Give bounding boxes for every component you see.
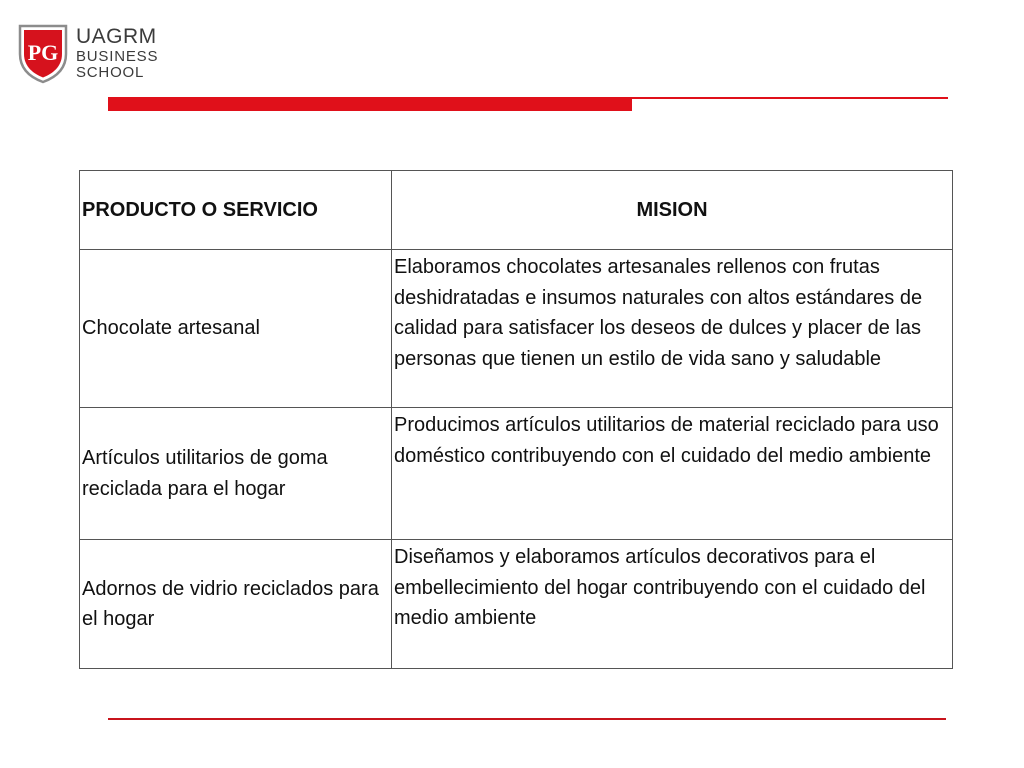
logo-line-uagrm: UAGRM: [76, 25, 157, 48]
mission-cell: Diseñamos y elaboramos artículos decorativos para el embellecimiento del hogar contribuyendo con el cuidado del medio ambiente: [392, 540, 953, 669]
table-row: [80, 250, 953, 408]
product-cell: Artículos utilitarios de goma reciclada para el hogar: [80, 408, 392, 540]
header-product: PRODUCTO O SERVICIO: [80, 171, 392, 250]
logo-line-school: SCHOOL: [76, 64, 145, 81]
mission-cell: Producimos artículos utilitarios de material reciclado para uso doméstico contribuyendo con el cuidado del medio ambiente: [392, 408, 953, 540]
pg-shield-icon: [18, 24, 68, 84]
logo-wordmark: [76, 26, 158, 81]
header-accent-bar: [108, 97, 632, 111]
header-accent-line: [632, 97, 948, 99]
product-cell: Chocolate artesanal: [80, 250, 392, 408]
table-row: [80, 408, 953, 540]
header-mission: MISION: [392, 171, 953, 250]
logo-monogram: PG: [27, 40, 59, 65]
mission-table: [79, 170, 953, 669]
mission-cell: Elaboramos chocolates artesanales rellenos con frutas deshidratadas e insumos naturales con altos estándares de calidad para satisfacer los deseos de dulces y placer de las personas que tienen un estilo de vida sano y saludable: [392, 250, 953, 408]
footer-accent-line: [108, 718, 946, 720]
logo-line-business: BUSINESS: [76, 48, 159, 65]
product-cell: Adornos de vidrio reciclados para el hogar: [80, 540, 392, 669]
table-header-row: [80, 171, 953, 250]
uagrm-business-school-logo: [18, 24, 178, 88]
table-row: [80, 540, 953, 669]
